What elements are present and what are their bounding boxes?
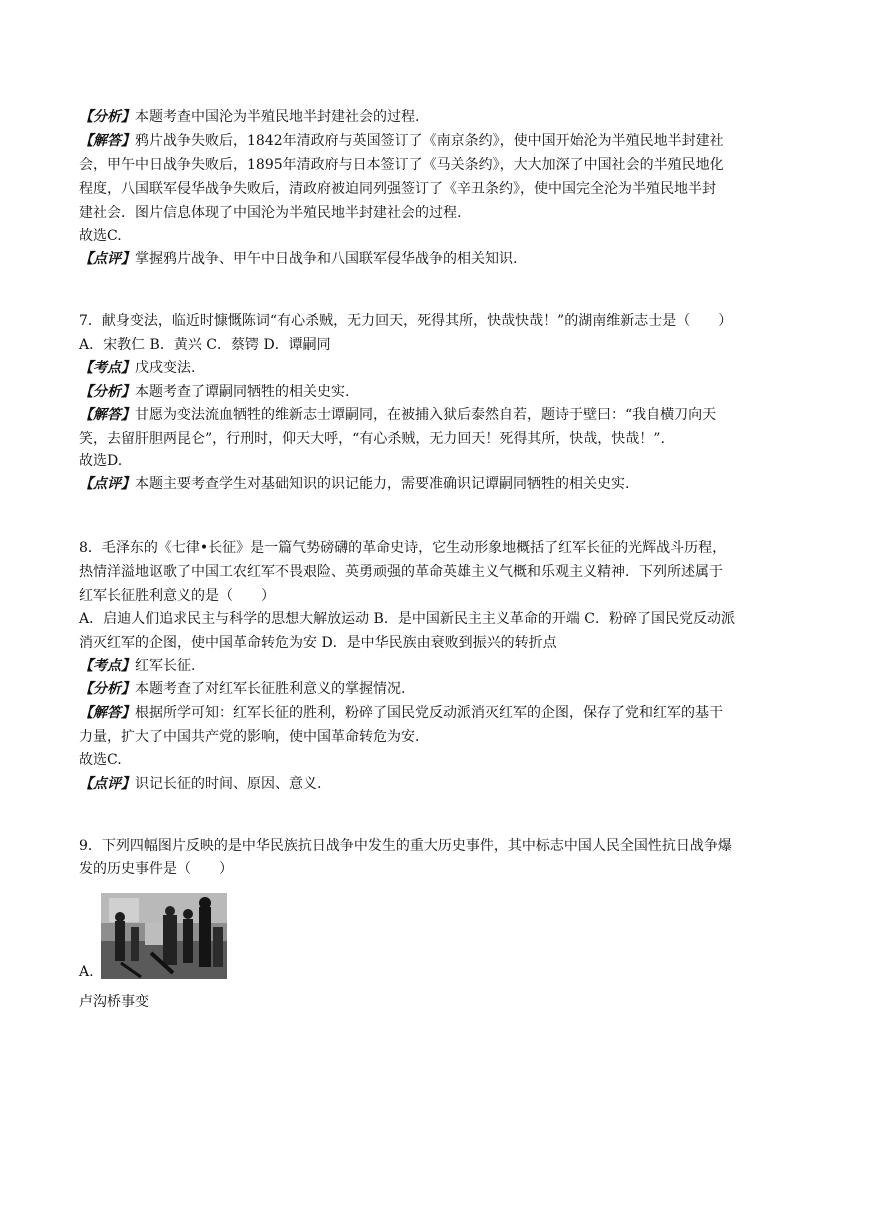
q8-stem-line: 8．毛泽东的《七律•长征》是一篇气势磅礴的革命史诗，它生动形象地概括了红军长征的光辉战斗历程， — [79, 540, 727, 556]
analysis-text: 本题考查中国沦为半殖民地半封建社会的过程. — [135, 109, 420, 125]
answer-line: 笑，去留肝胆两昆仑”，行刑时，仰天大呼，“有心杀贼，无力回天！死得其所，快哉，快哉！”. — [79, 431, 665, 447]
answer-line: 甘愿为变法流血牺牲的维新志士谭嗣同，在被捕入狱后泰然自若，题诗于壁曰：“我自横刀向天 — [135, 407, 717, 423]
answer-line: 程度，八国联军侵华战争失败后，清政府被迫同列强签订了《辛丑条约》，使中国完全沦为半殖民地半封 — [79, 181, 716, 197]
answer-line: 会，甲午中日战争失败后，1895年清政府与日本签订了《马关条约》，大大加深了中国社会的半殖民地化 — [79, 157, 724, 173]
comment-tag: 【点评】 — [79, 776, 135, 792]
comment-text: 本题主要考查学生对基础知识的识记能力，需要准确识记谭嗣同牺牲的相关史实. — [135, 476, 630, 492]
q6-analysis — [79, 107, 419, 127]
q8-stem-line: 红军长征胜利意义的是（ ） — [79, 588, 275, 604]
q7-options: A．宋教仁 B．黄兴 C．蔡锷 D．谭嗣同 — [79, 337, 331, 353]
q7-analysis — [79, 382, 349, 402]
analysis-tag: 【分析】 — [79, 109, 135, 125]
answer-line: 建社会．图片信息体现了中国沦为半殖民地半封建社会的过程. — [79, 205, 462, 221]
point-tag: 【考点】 — [79, 658, 135, 674]
answer-choice: 故选C. — [79, 228, 122, 244]
q9-option-a-label: A. — [79, 964, 94, 980]
point-tag: 【考点】 — [79, 360, 135, 376]
answer-choice: 故选C. — [79, 752, 122, 768]
analysis-text: 本题考查了对红军长征胜利意义的掌握情况. — [135, 681, 406, 697]
comment-tag: 【点评】 — [79, 476, 135, 492]
q8-options-line: 消灭红军的企图，使中国革命转危为安 D．是中华民族由衰败到振兴的转折点 — [79, 635, 557, 651]
q8-answer — [79, 703, 723, 723]
analysis-text: 本题考查了谭嗣同牺牲的相关史实. — [135, 384, 350, 400]
q9-option-a-caption: 卢沟桥事变 — [79, 994, 149, 1010]
q7-point — [79, 358, 195, 378]
answer-tag: 【解答】 — [79, 705, 135, 721]
answer-tag: 【解答】 — [79, 407, 135, 423]
point-text: 戊戌变法. — [135, 360, 196, 376]
answer-line: 鸦片战争失败后，1842年清政府与英国签订了《南京条约》，使中国开始沦为半殖民地半封建社 — [135, 133, 724, 149]
q9-stem-line: 发的历史事件是（ ） — [79, 861, 233, 877]
q8-point — [79, 656, 195, 676]
q8-stem-line: 热情洋溢地讴歌了中国工农红军不畏艰险、英勇顽强的革命英雄主义气概和乐观主义精神．下列所述属于 — [79, 564, 723, 580]
q7-comment — [79, 474, 629, 494]
answer-line: 力量，扩大了中国共产党的影响，使中国革命转危为安. — [79, 729, 420, 745]
analysis-tag: 【分析】 — [79, 681, 135, 697]
analysis-tag: 【分析】 — [79, 384, 135, 400]
comment-text: 掌握鸦片战争、甲午中日战争和八国联军侵华战争的相关知识. — [135, 251, 518, 267]
q8-options-line: A．启迪人们追求民主与科学的思想大解放运动 B．是中国新民主主义革命的开端 C．粉碎了国民党反动派 — [79, 611, 736, 627]
answer-tag: 【解答】 — [79, 133, 135, 149]
q8-analysis — [79, 679, 405, 699]
comment-tag: 【点评】 — [79, 251, 135, 267]
q8-comment — [79, 774, 321, 794]
lugou-bridge-photo — [101, 893, 227, 979]
q6-answer — [79, 131, 724, 151]
q6-comment — [79, 249, 517, 269]
q7-stem: 7．献身变法，临近时慷慨陈词“有心杀贼，无力回天，死得其所，快哉快哉！”的湖南维新志士是（ ） — [79, 313, 733, 329]
answer-line: 根据所学可知：红军长征的胜利，粉碎了国民党反动派消灭红军的企图，保存了党和红军的基干 — [135, 705, 723, 721]
q9-stem-line: 9．下列四幅图片反映的是中华民族抗日战争中发生的重大历史事件，其中标志中国人民全国性抗日战争爆 — [79, 838, 732, 854]
comment-text: 识记长征的时间、原因、意义. — [135, 776, 322, 792]
q7-answer — [79, 405, 716, 425]
answer-choice: 故选D. — [79, 453, 123, 469]
point-text: 红军长征. — [135, 658, 196, 674]
